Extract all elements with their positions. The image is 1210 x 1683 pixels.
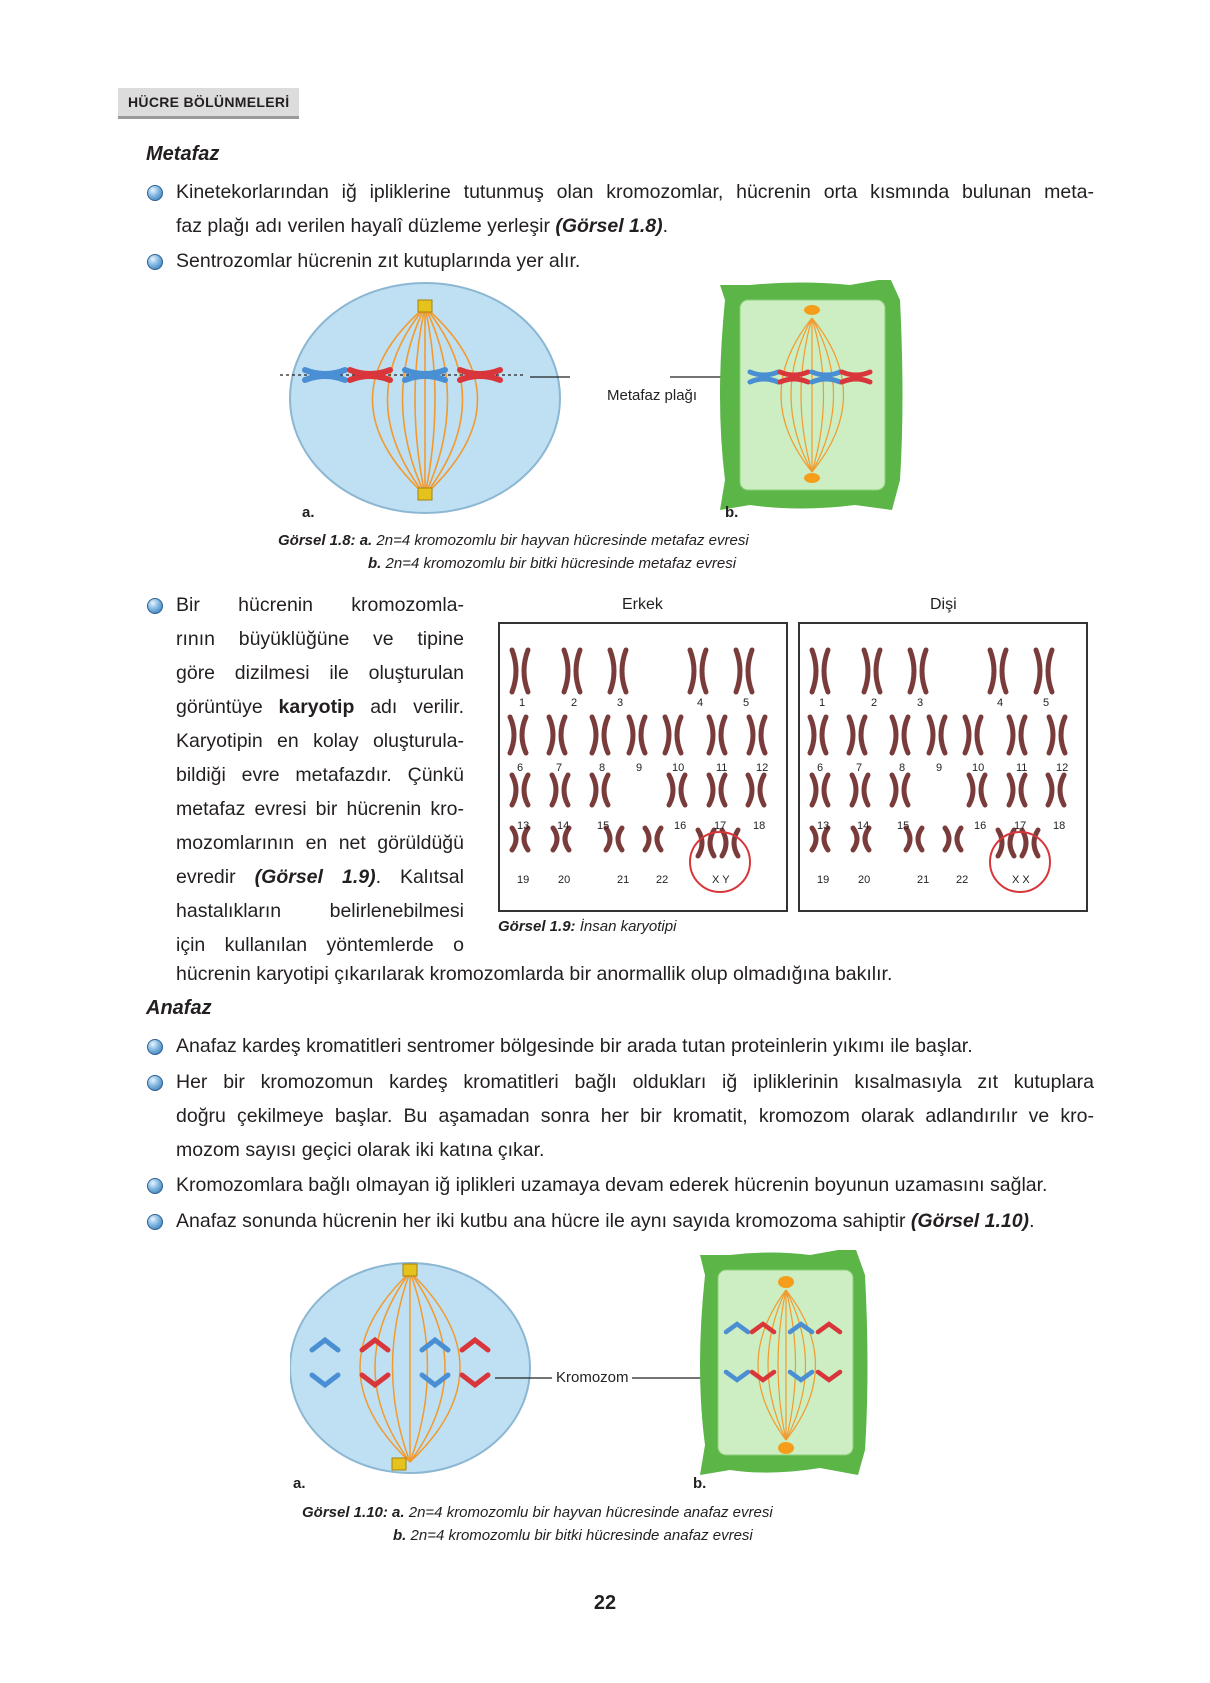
chapter-header-tab: HÜCRE BÖLÜNMELERİ	[118, 88, 299, 119]
karyotype-sex-label-male: X Y	[712, 874, 730, 886]
anafaz-bullet-4: Anafaz sonunda hücrenin her iki kutbu ana hücre ile aynı sayıda kromozoma sahiptir (Görsel 1.10).	[176, 1210, 1035, 1232]
karyotype-line: için kullanılan yöntemlerde o	[176, 934, 464, 956]
karyotype-number: 21	[917, 874, 930, 886]
metafaz-bullet-2: Sentrozomlar hücrenin zıt kutuplarında yer alır.	[176, 250, 581, 272]
plant-cell-anaphase	[700, 1250, 868, 1475]
bullet-icon	[147, 598, 163, 614]
karyotype-chromosome	[1036, 650, 1052, 692]
karyotype-number: 20	[858, 874, 871, 886]
karyotype-female-title: Dişi	[930, 596, 957, 613]
anafaz-bullet-2-line: Her bir kromozomun kardeş kromatitleri bağlı oldukları iğ ipliklerinin kısalmasıyla zıt kutuplara	[176, 1071, 1094, 1093]
karyotype-chromosome	[748, 775, 764, 805]
centrosome-bottom	[418, 488, 432, 500]
karyotype-number: 17	[714, 820, 727, 832]
karyotype-number: 7	[856, 762, 863, 774]
figure-1-8-label-b: b.	[725, 504, 739, 521]
karyotype-number: 20	[558, 874, 571, 886]
karyotype-chromosome	[512, 775, 528, 805]
karyotype-number: 15	[897, 820, 910, 832]
pole-top	[778, 1276, 794, 1288]
karyotype-number: 12	[756, 762, 769, 774]
chromosome-red	[460, 370, 500, 380]
animal-cell-anaphase	[290, 1263, 530, 1473]
karyotype-chromosome	[709, 717, 725, 753]
karyotype-chromosome	[910, 650, 926, 692]
karyotype-term: karyotip	[278, 696, 355, 718]
karyotype-chromosome	[969, 775, 985, 805]
karyotype-number: 11	[1016, 762, 1028, 774]
karyotype-number: 15	[597, 820, 610, 832]
karyotype-paragraph	[176, 588, 464, 962]
chromosome-red	[350, 370, 390, 380]
bullet-icon	[147, 254, 163, 270]
karyotype-line: hastalıkların belirlenebilmesi	[176, 900, 464, 922]
bullet-icon	[147, 1075, 163, 1091]
pole-bottom	[778, 1442, 794, 1454]
karyotype-number: 6	[517, 762, 524, 774]
karyotype-number: 16	[974, 820, 987, 832]
karyotype-chromosome	[645, 828, 661, 850]
figure-1-8-label-a: a.	[302, 504, 315, 521]
karyotype-number: 7	[556, 762, 563, 774]
caption-text: 2n=4 kromozomlu bir bitki hücresinde anafaz evresi	[410, 1527, 753, 1544]
karyotype-number: 18	[1053, 820, 1066, 832]
metafaz-bullet-1-line1: Kinetekorlarından iğ ipliklerine tutunmuş olan kromozomlar, hücrenin orta kısmında bulunan meta-	[176, 181, 1094, 203]
metaphase-plate-callout: Metafaz plağı	[607, 387, 698, 404]
karyotype-number: 22	[656, 874, 669, 886]
karyotype-number: 1	[819, 697, 826, 709]
karyotype-number: 10	[672, 762, 685, 774]
caption-prefix: b.	[368, 555, 382, 572]
anafaz-bullet-4-text: Anafaz sonunda hücrenin her iki kutbu ana hücre ile aynı sayıda kromozoma sahiptir	[176, 1210, 906, 1232]
karyotype-line: metafaz evresi bir hücrenin kro-	[176, 798, 464, 820]
caption-text: 2n=4 kromozomlu bir hayvan hücresinde anafaz evresi	[408, 1504, 773, 1521]
karyotype-chromosome	[564, 650, 580, 692]
metafaz-bullet-1	[176, 175, 1094, 243]
karyotype-chromosome	[510, 717, 526, 753]
karyotype-chromosome	[665, 717, 681, 753]
karyotype-chromosome	[1048, 775, 1064, 805]
karyotype-number: 13	[517, 820, 530, 832]
karyotype-text: görüntüye	[176, 696, 263, 718]
karyotype-chromosome	[892, 775, 908, 805]
anafaz-bullet-3: Kromozomlara bağlı olmayan iğ iplikleri uzamaya devam ederek hücrenin boyunun uzamasını sağlar.	[176, 1174, 1048, 1196]
pole-bottom	[804, 473, 820, 483]
karyotype-number: 10	[972, 762, 985, 774]
karyotype-sex-label-female: X X	[1012, 874, 1030, 886]
pole-top	[804, 305, 820, 315]
karyotype-line: bildiği evre metafazdır. Çünkü	[176, 764, 464, 786]
karyotype-number: 3	[617, 697, 624, 709]
karyotype-chromosome	[669, 775, 685, 805]
karyotype-number: 16	[674, 820, 687, 832]
karyotype-number: 2	[571, 697, 578, 709]
figure-1-10-illustration	[290, 1250, 950, 1475]
anafaz-title: Anafaz	[146, 997, 212, 1019]
karyotype-number: 21	[617, 874, 630, 886]
bullet-icon	[147, 1039, 163, 1055]
karyotype-line: Bir hücrenin kromozomla-	[176, 594, 464, 616]
karyotype-chromosome	[812, 650, 828, 692]
figure-1-8-caption-line2	[368, 555, 736, 572]
bullet-icon	[147, 185, 163, 201]
chromosome-blue	[305, 370, 345, 380]
karyotype-chromosome	[1009, 775, 1025, 805]
karyotype-line: mozomlarının en net görüldüğü	[176, 832, 464, 854]
karyotype-chromosome	[892, 717, 908, 753]
karyotype-chromosome	[690, 650, 706, 692]
karyotype-chromosome	[965, 717, 981, 753]
karyotype-chromosomes	[498, 622, 1086, 912]
plant-cell-metaphase	[720, 280, 903, 510]
caption-text: 2n=4 kromozomlu bir bitki hücresinde metafaz evresi	[385, 555, 737, 572]
karyotype-chromosome	[1049, 717, 1065, 753]
karyotype-number: 9	[636, 762, 643, 774]
centrosome-top	[418, 300, 432, 312]
karyotype-chromosome	[945, 828, 961, 850]
chromosome-blue	[405, 370, 445, 380]
figure-ref-1-8: (Görsel 1.8)	[555, 215, 663, 237]
karyotype-chromosome	[629, 717, 645, 753]
karyotype-chromosome	[852, 775, 868, 805]
centrosome-top	[403, 1264, 417, 1276]
karyotype-chromosome	[990, 650, 1006, 692]
karyotype-male-title: Erkek	[622, 596, 663, 613]
karyotype-number: 4	[997, 697, 1004, 709]
bullet-icon	[147, 1214, 163, 1230]
bullet-icon	[147, 1178, 163, 1194]
caption-prefix: Görsel 1.9:	[498, 918, 576, 935]
karyotype-number: 8	[899, 762, 906, 774]
karyotype-chromosome	[849, 717, 865, 753]
figure-1-9-caption	[498, 918, 676, 935]
karyotype-number: 4	[697, 697, 704, 709]
karyotype-line: Karyotipin en kolay oluşturula-	[176, 730, 464, 752]
karyotype-chromosome	[512, 650, 528, 692]
karyotype-paragraph-end: hücrenin karyotipi çıkarılarak kromozomlarda bir anormallik olup olmadığına bakılır.	[176, 963, 893, 985]
karyotype-chromosome	[749, 717, 765, 753]
figure-1-10-label-a: a.	[293, 1475, 306, 1492]
karyotype-chromosome	[552, 775, 568, 805]
karyotype-line: göre dizilmesi ile oluşturulan	[176, 662, 464, 684]
caption-prefix: Görsel 1.10: a.	[302, 1504, 405, 1521]
caption-text: 2n=4 kromozomlu bir hayvan hücresinde metafaz evresi	[376, 532, 749, 549]
karyotype-chromosome	[929, 717, 945, 753]
metafaz-bullet-1-text: faz plağı adı verilen hayalî düzleme yerleşir	[176, 215, 550, 237]
metafaz-bullet-1-line2: faz plağı adı verilen hayalî düzleme yerleşir (Görsel 1.8).	[176, 215, 669, 237]
karyotype-chromosome	[592, 717, 608, 753]
figure-1-10-caption-line2	[393, 1527, 753, 1544]
anafaz-bullet-2-line: mozom sayısı geçici olarak iki katına çıkar.	[176, 1139, 545, 1161]
karyotype-line: rının büyüklüğüne ve tipine	[176, 628, 464, 650]
karyotype-chromosome	[864, 650, 880, 692]
animal-cell-metaphase	[280, 283, 560, 513]
karyotype-number: 8	[599, 762, 606, 774]
karyotype-chromosome	[810, 717, 826, 753]
anafaz-bullet-2-line: doğru çekilmeye başlar. Bu aşamadan sonra her bir kromatit, kromozom olarak adlandırılır ve kro-	[176, 1105, 1094, 1127]
karyotype-chromosome	[549, 717, 565, 753]
karyotype-number: 12	[1056, 762, 1069, 774]
karyotype-number: 19	[517, 874, 530, 886]
figure-ref-1-10: (Görsel 1.10)	[910, 1210, 1030, 1232]
karyotype-number: 1	[519, 697, 526, 709]
caption-prefix: b.	[393, 1527, 407, 1544]
karyotype-number: 5	[743, 697, 750, 709]
figure-1-10-label-b: b.	[693, 1475, 707, 1492]
karyotype-number: 11	[716, 762, 728, 774]
karyotype-text: evredir	[176, 866, 236, 888]
karyotype-number: 13	[817, 820, 830, 832]
karyotype-chromosome	[1009, 717, 1025, 753]
karyotype-number: 14	[857, 820, 870, 832]
metafaz-title: Metafaz	[146, 143, 220, 165]
karyotype-number: 3	[917, 697, 924, 709]
karyotype-number: 17	[1014, 820, 1027, 832]
karyotype-chromosome	[610, 650, 626, 692]
karyotype-text: . Kalıtsal	[375, 866, 464, 888]
karyotype-chromosome	[709, 775, 725, 805]
anafaz-bullet-1: Anafaz kardeş kromatitleri sentromer bölgesinde bir arada tutan proteinlerin yıkımı ile başlar.	[176, 1035, 973, 1057]
karyotype-number: 6	[817, 762, 824, 774]
karyotype-chromosome	[736, 650, 752, 692]
karyotype-number: 2	[871, 697, 878, 709]
karyotype-number: 5	[1043, 697, 1050, 709]
karyotype-chromosome	[592, 775, 608, 805]
karyotype-text: adı verilir.	[370, 696, 465, 718]
karyotype-line	[176, 860, 464, 894]
caption-prefix: Görsel 1.8: a.	[278, 532, 373, 549]
karyotype-line	[176, 690, 464, 724]
figure-ref-1-9: (Görsel 1.9)	[254, 866, 376, 888]
caption-text: İnsan karyotipi	[579, 918, 677, 935]
karyotype-number: 19	[817, 874, 830, 886]
karyotype-number: 18	[753, 820, 766, 832]
karyotype-number: 9	[936, 762, 943, 774]
page-number: 22	[593, 1592, 617, 1614]
chromosome-callout: Kromozom	[556, 1369, 629, 1386]
karyotype-number: 14	[557, 820, 570, 832]
figure-1-8-caption-line1	[278, 532, 749, 549]
figure-1-10-caption-line1	[302, 1504, 773, 1521]
anafaz-bullet-2	[176, 1065, 1094, 1167]
karyotype-chromosome	[812, 775, 828, 805]
karyotype-number: 22	[956, 874, 969, 886]
centrosome-bottom	[392, 1458, 406, 1470]
